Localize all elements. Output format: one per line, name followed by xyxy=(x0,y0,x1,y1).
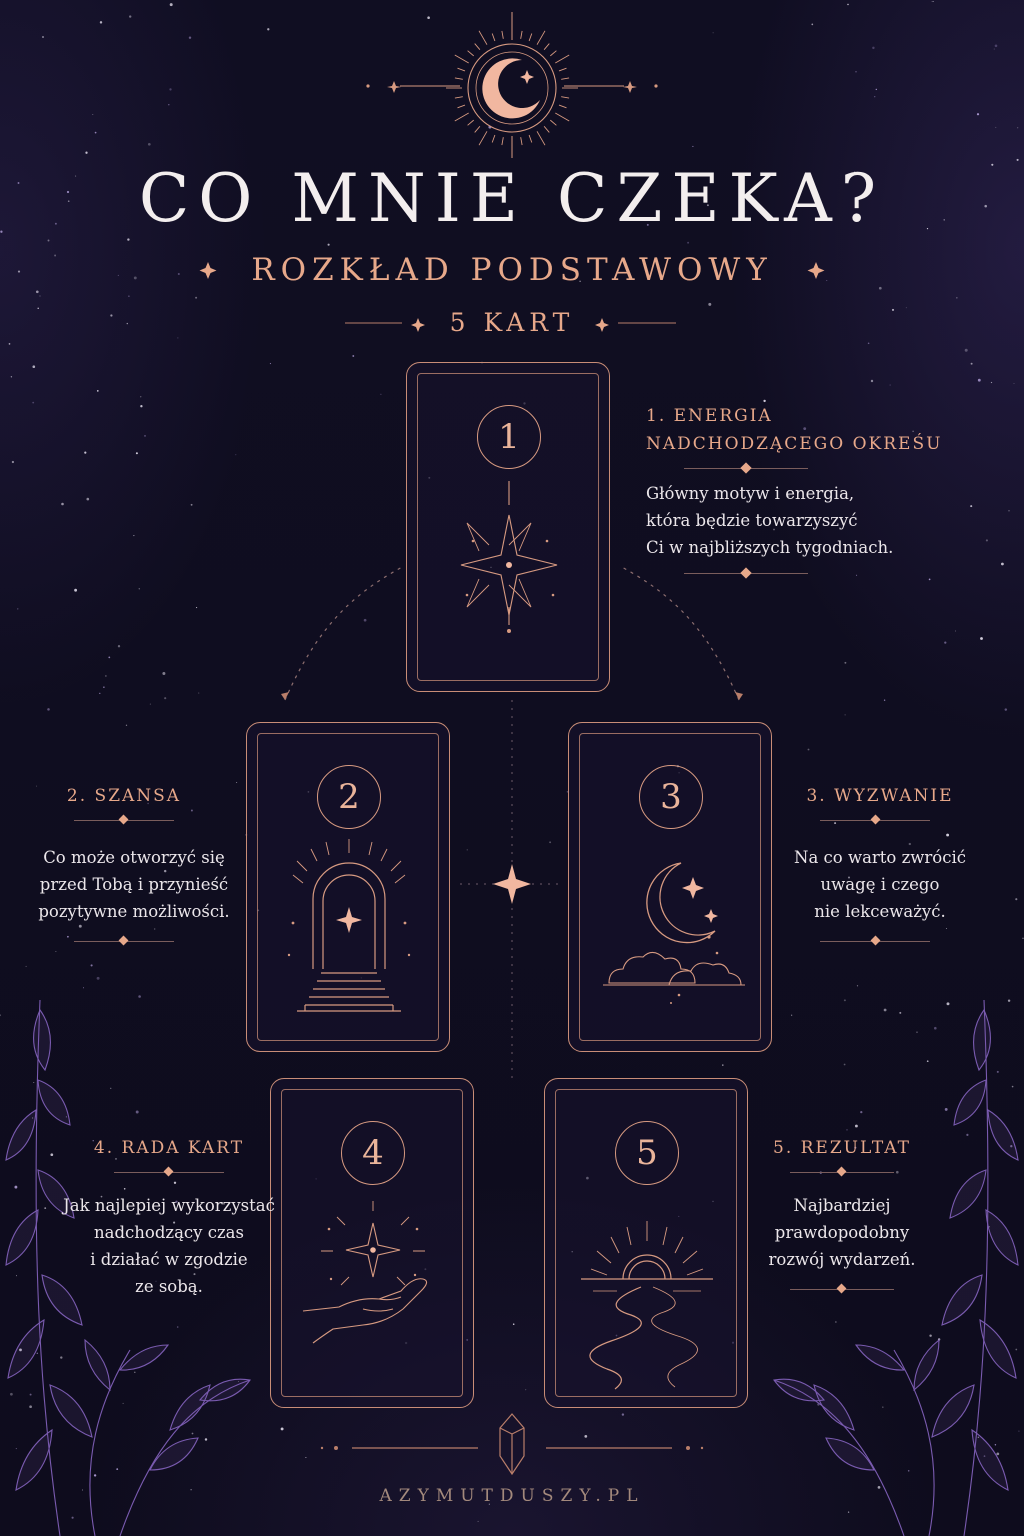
card-number-3: 3 xyxy=(639,765,703,829)
position-5-desc-3: rozwój wydarzeń. xyxy=(768,1250,916,1269)
moon-emblem xyxy=(366,12,657,158)
divider xyxy=(646,561,946,583)
position-3-desc-2: uwagę i czego xyxy=(820,875,940,894)
position-4-desc-1: Jak najlepiej wykorzystać xyxy=(63,1196,275,1215)
divider xyxy=(14,810,254,832)
position-2-desc-3: pozytywne możliwości. xyxy=(38,902,230,921)
hand-with-star-icon xyxy=(271,1079,475,1409)
position-3-info xyxy=(780,782,980,951)
position-4-info xyxy=(44,1134,294,1300)
divider xyxy=(44,1162,294,1184)
tarot-card-2 xyxy=(246,722,450,1052)
divider xyxy=(760,1162,924,1184)
card-number-5: 5 xyxy=(615,1121,679,1185)
divider xyxy=(14,925,254,951)
crystal-icon xyxy=(321,1414,703,1474)
card-number-1: 1 xyxy=(477,405,541,469)
position-1-desc-3: Ci w najbliższych tygodniach. xyxy=(646,538,894,557)
position-5-title: 5. REZULTAT xyxy=(773,1138,911,1158)
position-4-desc-4: ze sobą. xyxy=(135,1277,203,1296)
position-1-title: 1. ENERGIA xyxy=(646,406,773,426)
tarot-card-5 xyxy=(544,1078,748,1408)
divider xyxy=(780,925,980,951)
position-2-info xyxy=(14,782,254,951)
card-number-2: 2 xyxy=(317,765,381,829)
divider xyxy=(780,810,980,832)
divider xyxy=(646,458,946,480)
position-3-title: 3. WYZWANIE xyxy=(806,786,954,806)
tarot-card-4 xyxy=(270,1078,474,1408)
tarot-card-1 xyxy=(406,362,610,692)
position-4-desc-3: i działać w zgodzie xyxy=(90,1250,248,1269)
position-4-title: 4. RADA KART xyxy=(93,1138,245,1158)
position-3-desc-1: Na co warto zwrócić xyxy=(794,848,966,867)
card-count-label: 5 KART xyxy=(449,308,575,337)
position-2-title: 2. SZANSA xyxy=(66,786,182,806)
position-5-desc-2: prawdopodobny xyxy=(774,1223,910,1242)
position-1-info xyxy=(646,402,946,583)
crescent-moon-clouds-icon xyxy=(569,723,773,1053)
arched-door-icon xyxy=(247,723,451,1053)
position-3-desc-3: nie lekceważyć. xyxy=(814,902,946,921)
center-star-icon xyxy=(493,864,531,904)
sunrise-path-icon xyxy=(545,1079,749,1409)
page-title: CO MNIE CZEKA? xyxy=(138,160,886,237)
position-1-title-line-2: NADCHODZĄCEGO OKREŚU xyxy=(646,434,943,454)
position-2-desc-1: Co może otworzyć się xyxy=(43,848,225,867)
position-1-desc-1: Główny motyw i energia, xyxy=(646,484,855,503)
position-4-desc-2: nadchodzący czas xyxy=(94,1223,244,1242)
page-subtitle: ROZKŁAD PODSTAWOWY xyxy=(251,252,773,288)
footer-website: AZYMUTDUSZY.PL xyxy=(379,1486,645,1506)
divider xyxy=(760,1273,924,1299)
position-5-desc-1: Najbardziej xyxy=(793,1196,891,1215)
position-5-info xyxy=(760,1134,924,1299)
crescent-moon-icon xyxy=(482,58,540,118)
position-2-desc-2: przed Tobą i przynieść xyxy=(39,875,229,894)
position-1-desc-2: która będzie towarzyszyć xyxy=(646,511,858,530)
card-number-4: 4 xyxy=(341,1121,405,1185)
tarot-card-3 xyxy=(568,722,772,1052)
eight-pointed-star-icon xyxy=(407,363,611,693)
